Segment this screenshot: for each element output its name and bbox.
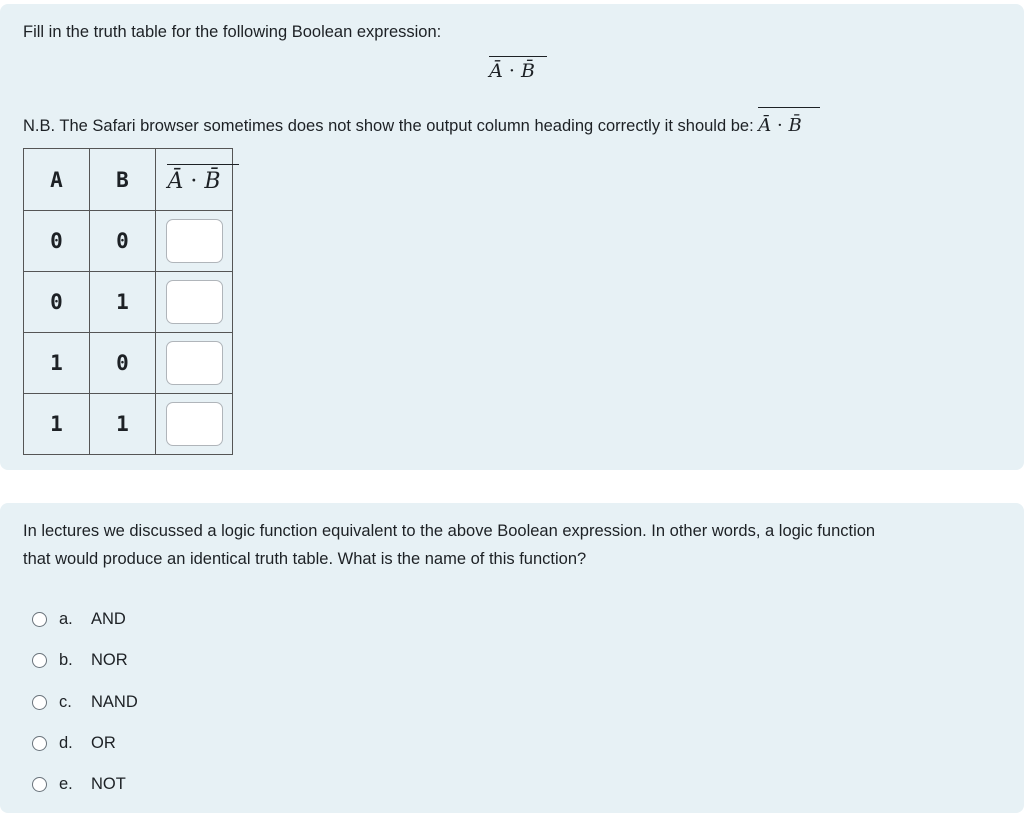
radio-button-a[interactable]: [32, 612, 47, 627]
question-2-panel: [0, 503, 1024, 813]
option-label: AND: [91, 610, 126, 629]
option-b[interactable]: [32, 640, 138, 681]
option-e[interactable]: [32, 764, 138, 805]
cell-a: 1: [24, 394, 90, 455]
option-letter: d.: [59, 734, 73, 753]
cell-b: 0: [90, 333, 156, 394]
safari-note-text: N.B. The Safari browser sometimes does not show the output column heading correctly it should be:: [23, 117, 754, 135]
option-label: NOR: [91, 651, 128, 670]
header-output: [156, 149, 233, 211]
cell-output: [156, 272, 233, 333]
table-row: [24, 394, 233, 455]
option-letter: e.: [59, 775, 73, 794]
expr-b: B̄: [520, 60, 535, 82]
safari-note: [23, 110, 820, 141]
answer-input-row-2[interactable]: [166, 280, 223, 324]
option-label: NAND: [91, 692, 138, 711]
option-label: NOT: [91, 775, 126, 794]
cell-output: [156, 333, 233, 394]
hdr-expr-dot: ·: [190, 168, 198, 194]
cell-b: 0: [90, 211, 156, 272]
option-letter: c.: [59, 692, 72, 711]
header-b: B: [90, 149, 156, 211]
cell-b: 1: [90, 394, 156, 455]
radio-button-c[interactable]: [32, 695, 47, 710]
answer-input-row-3[interactable]: [166, 341, 223, 385]
note-expression: [758, 110, 819, 141]
question-1-panel: [0, 4, 1024, 470]
truth-table: [23, 148, 233, 455]
question-2-prompt-line-2: that would produce an identical truth table. What is the name of this function?: [23, 550, 587, 568]
answer-options: [32, 599, 138, 805]
cell-a: 0: [24, 272, 90, 333]
table-header-row: [24, 149, 233, 211]
expr-a: Ā: [489, 60, 503, 82]
cell-b: 1: [90, 272, 156, 333]
cell-a: 1: [24, 333, 90, 394]
radio-button-b[interactable]: [32, 653, 47, 668]
hdr-expr-a: Ā: [167, 168, 184, 194]
hdr-expr-b: B̄: [204, 168, 221, 194]
answer-input-row-4[interactable]: [166, 402, 223, 446]
note-expr-a: Ā: [758, 115, 772, 136]
cell-output: [156, 394, 233, 455]
option-d[interactable]: [32, 723, 138, 764]
cell-output: [156, 211, 233, 272]
option-letter: a.: [59, 610, 73, 629]
option-a[interactable]: [32, 599, 138, 640]
option-letter: b.: [59, 651, 73, 670]
expr-dot: ·: [508, 60, 515, 82]
option-c[interactable]: [32, 682, 138, 723]
option-label: OR: [91, 734, 116, 753]
table-row: [24, 211, 233, 272]
radio-button-e[interactable]: [32, 777, 47, 792]
cell-a: 0: [24, 211, 90, 272]
question-1-prompt: Fill in the truth table for the following Boolean expression:: [23, 23, 442, 41]
table-row: [24, 272, 233, 333]
answer-input-row-1[interactable]: [166, 219, 223, 263]
header-a: A: [24, 149, 90, 211]
note-expr-b: B̄: [788, 115, 802, 136]
note-expr-dot: ·: [777, 115, 783, 136]
radio-button-d[interactable]: [32, 736, 47, 751]
expression-display: [0, 56, 1024, 82]
table-row: [24, 333, 233, 394]
question-2-prompt-line-1: In lectures we discussed a logic function equivalent to the above Boolean expression. In other words, a logic function: [23, 522, 876, 540]
